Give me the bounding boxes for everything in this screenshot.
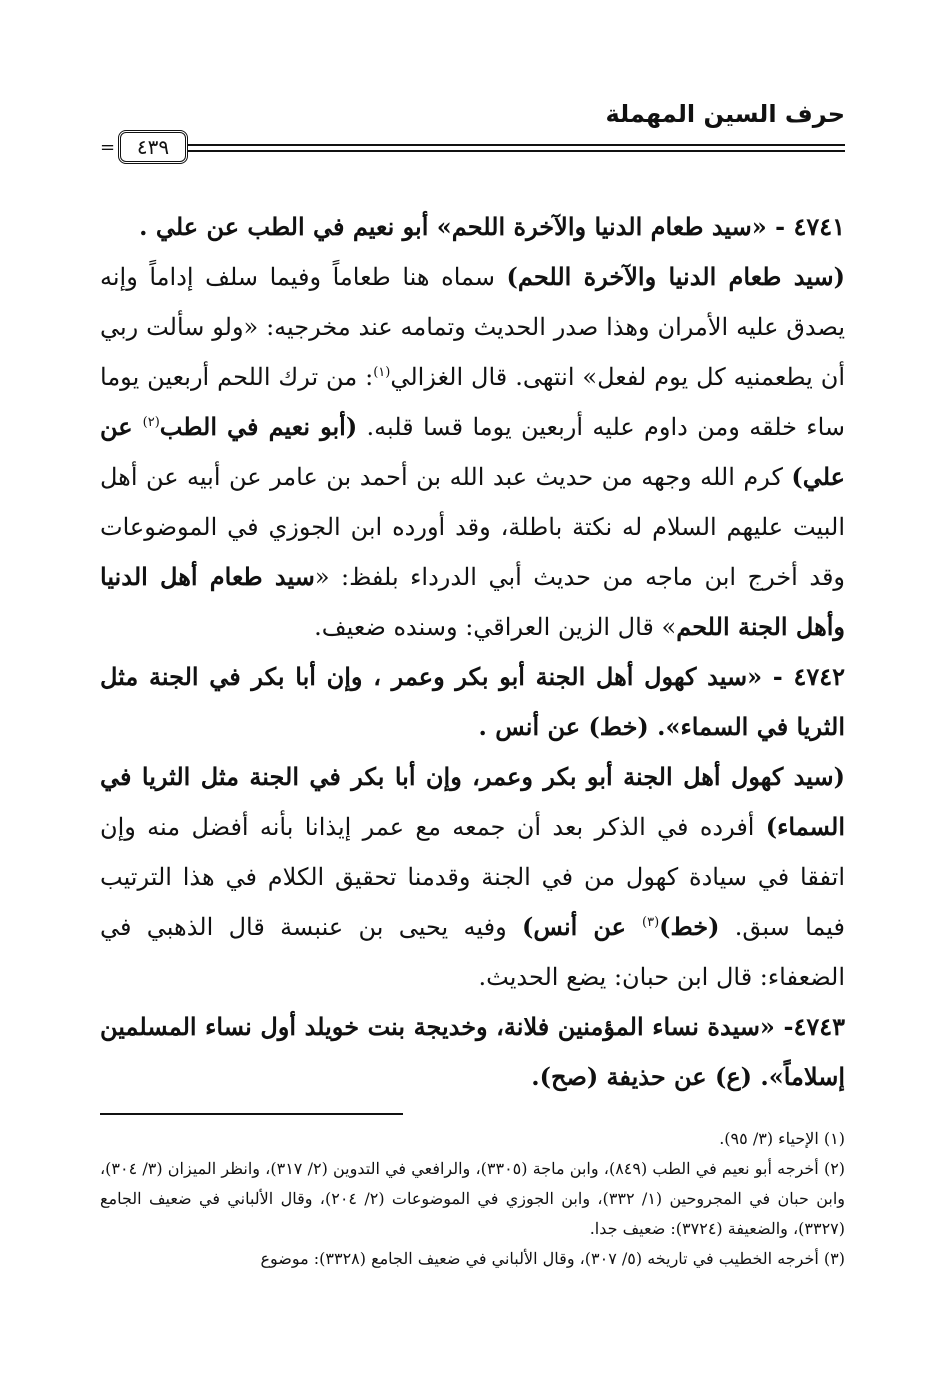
footnote-2: (٢) أخرجه أبو نعيم في الطب (٨٤٩)، وابن ماجة (٣٣٠٥)، والرافعي في التدوين (٢/ ٣١٧)، وانظر الميزان (٣/ ٣٠٤)، وابن حبان في المجروحين (١/ ٣٣٢)، وابن الجوزي في الموضوعات (٢/ ٢٠٤)، وقال الألباني في ضعيف الجامع (٣٣٢٧)، والضعيفة (٣٧٢٤): ضعيف جدا. <box>100 1159 846 1238</box>
page <box>100 90 845 1310</box>
commentary-text: سماه هنا طعاماً وفيما سلف إداماً وإنه يصدق عليه الأمران وهذا صدر الحديث وتمامه عند مخرجيه: «ولو سألت ربي أن يطعمنيه كل يوم لفعل» انتهى. قال الغزالي <box>100 263 845 391</box>
header-rule-bottom <box>188 150 845 152</box>
footnote-3: (٣) أخرجه الخطيب في تاريخه (٥/ ٣٠٧)، وقال الألباني في ضعيف الجامع (٣٣٢٨): موضوع <box>260 1249 845 1268</box>
quoted-hadith: (سيد كهول أهل الجنة أبو بكر وعمر، وإن أبا بكر في الجنة مثل الثريا في السماء) <box>100 762 845 841</box>
source-citation: عن أنس) <box>522 912 642 941</box>
footnote-ref-3: (٣) <box>642 915 660 930</box>
header-rule-top <box>188 144 845 146</box>
commentary-text: أفرده في الذكر بعد أن جمعه مع عمر إيذانا بأنه أفضل منه وإن اتفقا في سيادة كهول من في الجنة وقدمنا تحقيق الكلام في هذا الترتيب فيما سبق. <box>100 813 845 941</box>
hadith-4741-commentary <box>100 252 845 652</box>
quoted-hadith: (سيد طعام الدنيا والآخرة اللحم) <box>506 262 846 291</box>
footnotes <box>100 1124 845 1274</box>
page-number-mark: = <box>100 137 116 158</box>
hadith-4743-heading: ٤٧٤٣- «سيدة نساء المؤمنين فلانة، وخديجة بنت خويلد أول نساء المسلمين إسلاماً». (ع) عن حذيفة (صح). <box>100 1012 845 1091</box>
footnote-ref-1: (١) <box>373 365 391 380</box>
source-citation: عن علي) <box>100 412 845 491</box>
main-text <box>100 202 845 1102</box>
footnote-separator <box>100 1113 403 1115</box>
hadith-4742-heading: ٤٧٤٢ - «سيد كهول أهل الجنة أبو بكر وعمر ، وإن أبا بكر في الجنة مثل الثريا في السماء». (خط) عن أنس . <box>100 662 845 741</box>
footnote-ref-2: (٢) <box>142 415 160 430</box>
commentary-text: وفيه يحيى بن عنبسة قال الذهبي في الضعفاء: قال ابن حبان: يضع الحديث. <box>100 913 845 991</box>
quoted-hadith: سيد طعام أهل الدنيا وأهل الجنة اللحم <box>100 562 845 641</box>
source-citation: (أبو نعيم في الطب <box>159 412 358 441</box>
page-number: ٤٣٩ <box>118 130 188 164</box>
running-header-title: حرف السين المهملة <box>605 100 845 128</box>
footnote-1: (١) الإحياء (٣/ ٩٥). <box>719 1129 845 1148</box>
source-citation: (خط) <box>659 912 720 941</box>
hadith-4742-commentary <box>100 752 845 1002</box>
commentary-text: » قال الزين العراقي: وسنده ضعيف. <box>314 613 677 641</box>
commentary-text: : من ترك اللحم أربعين يوما ساء خلقه ومن داوم عليه أربعين يوما قسا قلبه. <box>100 363 845 441</box>
commentary-text: كرم الله وجهه من حديث عبد الله بن أحمد بن عامر عن أبيه عن أهل البيت عليهم السلام له نكتة باطلة، وقد أورده ابن الجوزي في الموضوعات وقد أخرج ابن ماجه من حديث أبي الدرداء بلفظ: « <box>100 463 846 591</box>
hadith-4741-heading: ٤٧٤١ - «سيد طعام الدنيا والآخرة اللحم» أبو نعيم في الطب عن علي . <box>139 212 845 241</box>
